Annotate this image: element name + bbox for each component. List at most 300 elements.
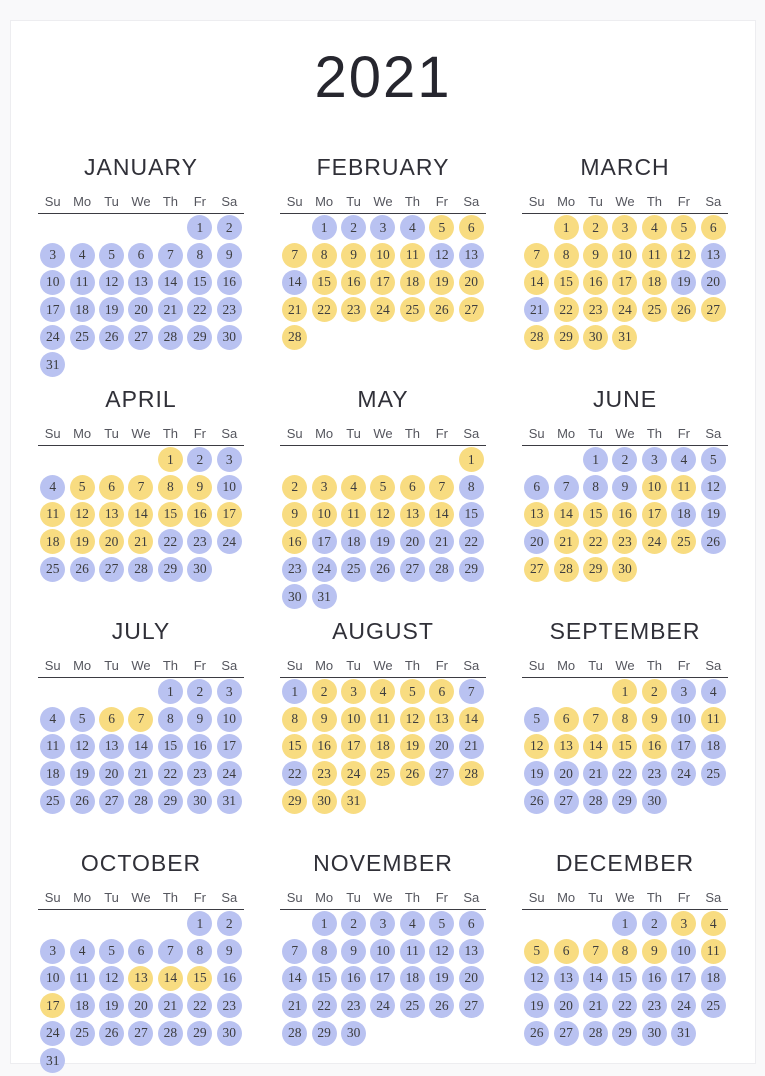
calendar-day: 27 (554, 789, 579, 814)
calendar-day: 25 (701, 993, 726, 1018)
calendar-day: 6 (554, 707, 579, 732)
calendar-day: 9 (341, 243, 366, 268)
calendar-day: 26 (524, 789, 549, 814)
calendar-day: 10 (312, 502, 337, 527)
month-title: NOVEMBER (313, 850, 453, 876)
calendar-day: 4 (671, 447, 696, 472)
calendar-day: 6 (554, 939, 579, 964)
calendar-day: 10 (217, 707, 242, 732)
calendar-day: 11 (701, 707, 726, 732)
calendar-day: 18 (701, 734, 726, 759)
calendar-day: 8 (158, 707, 183, 732)
weekday-label: Tu (588, 426, 603, 441)
weekday-label: Mo (315, 426, 334, 441)
month-title: MARCH (580, 154, 670, 180)
calendar-day: 24 (40, 325, 65, 350)
weekday-header (280, 883, 486, 910)
calendar-day: 19 (370, 529, 395, 554)
weekday-label: Fr (193, 890, 206, 905)
month-title: JUNE (592, 386, 658, 412)
calendar-day: 31 (217, 789, 242, 814)
calendar-day: 9 (217, 939, 242, 964)
weekday-header (522, 187, 728, 214)
calendar-day: 14 (282, 966, 307, 991)
calendar-day: 2 (341, 215, 366, 240)
weekday-label: Mo (73, 658, 92, 673)
weekday-label: Sa (221, 890, 238, 905)
weekday-label: Su (44, 194, 61, 209)
weekday-label: Mo (315, 890, 334, 905)
calendar-day: 23 (187, 761, 212, 786)
calendar-day: 30 (583, 325, 608, 350)
month-title: FEBRUARY (316, 154, 450, 180)
calendar-day: 22 (187, 297, 212, 322)
calendar-day: 24 (217, 761, 242, 786)
calendar-day: 15 (612, 734, 637, 759)
calendar-day: 22 (158, 761, 183, 786)
calendar-day: 6 (99, 707, 124, 732)
weekday-header (280, 419, 486, 446)
month-title: JULY (111, 618, 171, 644)
weekday-label: Tu (104, 890, 119, 905)
calendar-day: 11 (671, 475, 696, 500)
calendar-day: 29 (583, 557, 608, 582)
calendar-day: 29 (612, 789, 637, 814)
calendar-day: 5 (524, 707, 549, 732)
calendar-day: 16 (217, 270, 242, 295)
weekday-label: Sa (221, 658, 238, 673)
weekday-label: Su (286, 890, 303, 905)
weekday-label: Fr (193, 426, 206, 441)
weekday-label: We (373, 194, 393, 209)
calendar-day: 15 (612, 966, 637, 991)
weekday-label: Su (528, 658, 545, 673)
calendar-day: 17 (217, 734, 242, 759)
calendar-day: 3 (217, 679, 242, 704)
weekday-label: Sa (463, 194, 480, 209)
month-days (280, 910, 486, 1047)
calendar-day: 29 (612, 1021, 637, 1046)
calendar-day: 6 (99, 475, 124, 500)
calendar-day: 18 (642, 270, 667, 295)
calendar-day: 12 (70, 502, 95, 527)
calendar-day: 27 (524, 557, 549, 582)
calendar-day: 19 (70, 761, 95, 786)
calendar-day: 27 (128, 325, 153, 350)
calendar-day: 17 (612, 270, 637, 295)
calendar-day: 13 (554, 734, 579, 759)
calendar-day: 4 (642, 215, 667, 240)
calendar-day: 7 (158, 939, 183, 964)
empty-day-cell (67, 678, 96, 705)
calendar-day: 26 (400, 761, 425, 786)
calendar-day: 18 (341, 529, 366, 554)
calendar-day: 7 (158, 243, 183, 268)
calendar-day: 30 (187, 789, 212, 814)
calendar-day: 20 (554, 761, 579, 786)
weekday-label: Fr (435, 194, 448, 209)
calendar-day: 23 (312, 761, 337, 786)
calendar-day: 7 (128, 707, 153, 732)
calendar-day: 12 (701, 475, 726, 500)
calendar-day: 20 (400, 529, 425, 554)
calendar-day: 21 (158, 993, 183, 1018)
calendar-day: 5 (524, 939, 549, 964)
empty-day-cell (67, 214, 96, 241)
calendar-day: 18 (400, 966, 425, 991)
calendar-day: 6 (429, 679, 454, 704)
calendar-day: 27 (554, 1021, 579, 1046)
calendar-day: 24 (642, 529, 667, 554)
calendar-day: 25 (40, 789, 65, 814)
weekday-header (38, 187, 244, 214)
month-title: SEPTEMBER (549, 618, 701, 644)
calendar-day: 7 (583, 707, 608, 732)
weekday-label: We (131, 426, 151, 441)
empty-day-cell (97, 910, 126, 937)
weekday-label: Su (44, 658, 61, 673)
weekday-label: We (131, 658, 151, 673)
calendar-day: 8 (187, 939, 212, 964)
calendar-day: 28 (158, 325, 183, 350)
calendar-day: 8 (459, 475, 484, 500)
calendar-day: 26 (429, 993, 454, 1018)
calendar-day: 24 (671, 993, 696, 1018)
calendar-day: 1 (282, 679, 307, 704)
calendar-day: 17 (40, 993, 65, 1018)
calendar-day: 11 (40, 734, 65, 759)
calendar-day: 10 (642, 475, 667, 500)
calendar-day: 18 (701, 966, 726, 991)
calendar-day: 29 (554, 325, 579, 350)
calendar-day: 16 (642, 966, 667, 991)
calendar-day: 24 (612, 297, 637, 322)
calendar-day: 18 (70, 993, 95, 1018)
calendar-day: 12 (99, 270, 124, 295)
calendar-day: 7 (459, 679, 484, 704)
calendar-day: 3 (217, 447, 242, 472)
calendar-day: 21 (158, 297, 183, 322)
calendar-day: 7 (583, 939, 608, 964)
calendar-day: 11 (701, 939, 726, 964)
calendar-day: 5 (70, 475, 95, 500)
calendar-day: 25 (671, 529, 696, 554)
calendar-day: 21 (282, 993, 307, 1018)
calendar-day: 21 (459, 734, 484, 759)
calendar-day: 11 (70, 966, 95, 991)
weekday-label: Su (286, 194, 303, 209)
weekday-header (38, 419, 244, 446)
empty-day-cell (38, 910, 67, 937)
calendar-day: 30 (312, 789, 337, 814)
calendar-day: 23 (341, 993, 366, 1018)
calendar-day: 3 (40, 243, 65, 268)
empty-day-cell (522, 678, 551, 705)
calendar-day: 28 (583, 1021, 608, 1046)
calendar-day: 24 (370, 993, 395, 1018)
weekday-header (38, 651, 244, 678)
calendar-day: 13 (459, 939, 484, 964)
calendar-day: 7 (282, 939, 307, 964)
calendar-day: 20 (429, 734, 454, 759)
calendar-day: 16 (341, 966, 366, 991)
calendar-day: 19 (701, 502, 726, 527)
calendar-day: 11 (370, 707, 395, 732)
calendar-day: 19 (70, 529, 95, 554)
weekday-label: Fr (435, 658, 448, 673)
calendar-day: 2 (217, 215, 242, 240)
calendar-day: 7 (429, 475, 454, 500)
weekday-label: Th (646, 194, 662, 209)
weekday-label: Th (646, 426, 662, 441)
calendar-day: 26 (701, 529, 726, 554)
calendar-day: 2 (642, 911, 667, 936)
calendar-day: 19 (429, 270, 454, 295)
calendar-day: 8 (158, 475, 183, 500)
empty-day-cell (126, 214, 155, 241)
calendar-day: 24 (40, 1021, 65, 1046)
calendar-day: 8 (612, 939, 637, 964)
calendar-day: 8 (282, 707, 307, 732)
calendar-day: 29 (312, 1021, 337, 1046)
empty-day-cell (551, 910, 580, 937)
calendar-day: 25 (341, 557, 366, 582)
calendar-day: 17 (370, 966, 395, 991)
empty-day-cell (368, 446, 397, 473)
calendar-day: 23 (282, 557, 307, 582)
calendar-day: 6 (459, 215, 484, 240)
calendar-day: 7 (554, 475, 579, 500)
calendar-day: 26 (524, 1021, 549, 1046)
calendar-day: 3 (642, 447, 667, 472)
weekday-label: We (615, 426, 635, 441)
empty-day-cell (339, 446, 368, 473)
calendar-day: 21 (128, 529, 153, 554)
calendar-day: 24 (341, 761, 366, 786)
calendar-day: 18 (40, 529, 65, 554)
calendar-day: 16 (642, 734, 667, 759)
calendar-day: 31 (341, 789, 366, 814)
calendar-day: 1 (459, 447, 484, 472)
calendar-day: 15 (312, 270, 337, 295)
calendar-day: 4 (40, 707, 65, 732)
weekday-label: Su (528, 890, 545, 905)
weekday-label: Th (162, 658, 178, 673)
calendar-day: 13 (701, 243, 726, 268)
empty-day-cell (67, 446, 96, 473)
calendar-day: 26 (99, 325, 124, 350)
calendar-day: 23 (217, 297, 242, 322)
weekday-label: Tu (588, 194, 603, 209)
empty-day-cell (280, 446, 309, 473)
calendar-day: 12 (99, 966, 124, 991)
weekday-label: Tu (588, 658, 603, 673)
calendar-day: 27 (128, 1021, 153, 1046)
calendar-day: 11 (40, 502, 65, 527)
calendar-day: 10 (671, 939, 696, 964)
calendar-day: 3 (312, 475, 337, 500)
calendar-day: 19 (400, 734, 425, 759)
calendar-day: 9 (187, 475, 212, 500)
calendar-day: 20 (554, 993, 579, 1018)
weekday-label: We (615, 890, 635, 905)
calendar-day: 28 (554, 557, 579, 582)
calendar-day: 30 (217, 325, 242, 350)
month-days (522, 678, 728, 815)
calendar-day: 21 (128, 761, 153, 786)
weekday-label: Tu (104, 426, 119, 441)
calendar-day: 20 (701, 270, 726, 295)
month-block (280, 379, 486, 611)
calendar-day: 19 (671, 270, 696, 295)
calendar-day: 8 (612, 707, 637, 732)
calendar-day: 20 (524, 529, 549, 554)
calendar-day: 13 (400, 502, 425, 527)
calendar-day: 30 (187, 557, 212, 582)
calendar-day: 20 (128, 297, 153, 322)
calendar-day: 6 (701, 215, 726, 240)
calendar-day: 13 (128, 966, 153, 991)
calendar-day: 14 (583, 734, 608, 759)
weekday-label: Th (404, 890, 420, 905)
month-block (280, 147, 486, 379)
calendar-day: 1 (583, 447, 608, 472)
weekday-label: Su (44, 890, 61, 905)
empty-day-cell (280, 910, 309, 937)
calendar-day: 13 (459, 243, 484, 268)
calendar-day: 15 (158, 734, 183, 759)
weekday-label: Sa (221, 194, 238, 209)
calendar-day: 12 (70, 734, 95, 759)
calendar-day: 23 (642, 993, 667, 1018)
calendar-day: 22 (612, 993, 637, 1018)
calendar-day: 4 (70, 939, 95, 964)
calendar-day: 29 (459, 557, 484, 582)
calendar-day: 1 (158, 679, 183, 704)
calendar-day: 12 (429, 243, 454, 268)
calendar-day: 16 (187, 734, 212, 759)
weekday-label: Th (404, 658, 420, 673)
calendar-day: 29 (158, 557, 183, 582)
weekday-label: Th (162, 426, 178, 441)
weekday-label: Th (404, 194, 420, 209)
weekday-label: Sa (705, 658, 722, 673)
calendar-day: 23 (187, 529, 212, 554)
calendar-day: 15 (312, 966, 337, 991)
calendar-day: 22 (612, 761, 637, 786)
calendar-day: 26 (370, 557, 395, 582)
calendar-day: 3 (40, 939, 65, 964)
calendar-day: 5 (370, 475, 395, 500)
calendar-day: 15 (459, 502, 484, 527)
weekday-label: We (373, 426, 393, 441)
month-days (280, 446, 486, 610)
calendar-day: 6 (128, 939, 153, 964)
calendar-day: 4 (701, 911, 726, 936)
calendar-day: 22 (158, 529, 183, 554)
calendar-day: 25 (40, 557, 65, 582)
calendar-day: 28 (282, 1021, 307, 1046)
empty-day-cell (97, 446, 126, 473)
calendar-sheet (10, 20, 756, 1068)
calendar-day: 9 (187, 707, 212, 732)
calendar-day: 9 (642, 939, 667, 964)
calendar-day: 2 (341, 911, 366, 936)
calendar-day: 14 (282, 270, 307, 295)
calendar-day: 10 (40, 270, 65, 295)
calendar-day: 25 (70, 325, 95, 350)
empty-day-cell (38, 678, 67, 705)
calendar-day: 1 (612, 679, 637, 704)
calendar-day: 23 (217, 993, 242, 1018)
calendar-day: 16 (612, 502, 637, 527)
calendar-day: 19 (99, 993, 124, 1018)
month-block (522, 147, 728, 379)
weekday-label: Fr (677, 426, 690, 441)
calendar-day: 1 (187, 215, 212, 240)
calendar-day: 11 (341, 502, 366, 527)
month-days (38, 446, 244, 583)
calendar-day: 27 (429, 761, 454, 786)
empty-day-cell (581, 678, 610, 705)
calendar-day: 14 (459, 707, 484, 732)
calendar-day: 21 (583, 993, 608, 1018)
calendar-day: 30 (217, 1021, 242, 1046)
calendar-day: 26 (429, 297, 454, 322)
calendar-day: 5 (429, 911, 454, 936)
calendar-day: 4 (70, 243, 95, 268)
empty-day-cell (551, 678, 580, 705)
calendar-day: 27 (459, 297, 484, 322)
calendar-day: 17 (642, 502, 667, 527)
calendar-day: 22 (312, 993, 337, 1018)
weekday-header (522, 883, 728, 910)
calendar-day: 29 (158, 789, 183, 814)
weekday-label: Th (162, 194, 178, 209)
calendar-day: 11 (70, 270, 95, 295)
month-title: JANUARY (84, 154, 198, 180)
weekday-label: We (615, 194, 635, 209)
month-title: MAY (357, 386, 409, 412)
calendar-day: 13 (524, 502, 549, 527)
month-days (280, 214, 486, 351)
calendar-day: 19 (429, 966, 454, 991)
weekday-label: Sa (705, 194, 722, 209)
calendar-day: 21 (429, 529, 454, 554)
weekday-label: Sa (463, 426, 480, 441)
empty-day-cell (67, 910, 96, 937)
weekday-label: Mo (557, 194, 576, 209)
calendar-day: 14 (128, 734, 153, 759)
months-grid (11, 147, 755, 1075)
calendar-day: 10 (370, 939, 395, 964)
calendar-day: 25 (701, 761, 726, 786)
calendar-day: 14 (429, 502, 454, 527)
month-block (38, 611, 244, 843)
month-title: DECEMBER (555, 850, 695, 876)
calendar-day: 28 (583, 789, 608, 814)
calendar-day: 30 (612, 557, 637, 582)
calendar-day: 23 (642, 761, 667, 786)
calendar-day: 27 (99, 557, 124, 582)
month-title: AUGUST (332, 618, 434, 644)
weekday-label: Fr (677, 194, 690, 209)
calendar-day: 31 (40, 1048, 65, 1073)
weekday-label: We (131, 890, 151, 905)
month-title: APRIL (105, 386, 177, 412)
weekday-label: Th (646, 890, 662, 905)
calendar-day: 27 (701, 297, 726, 322)
